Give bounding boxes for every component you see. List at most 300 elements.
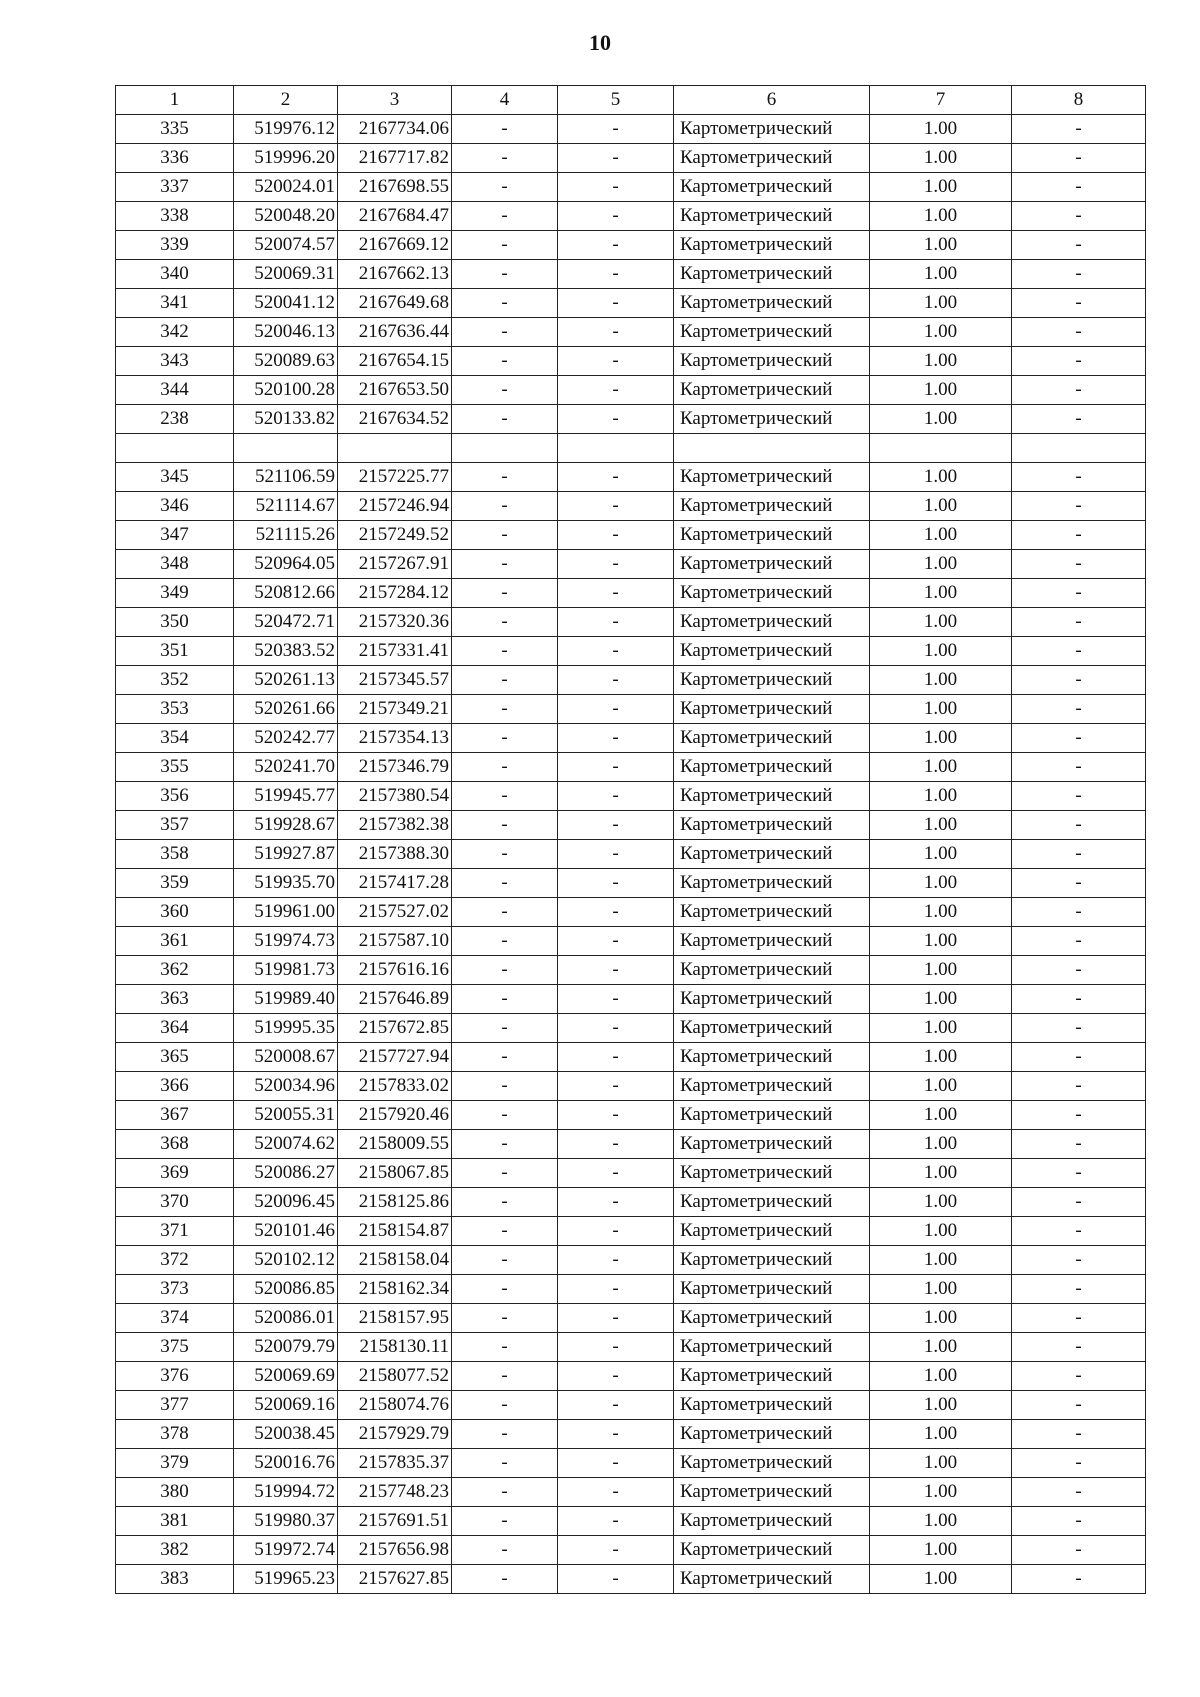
col5-cell: -	[558, 1072, 674, 1101]
col8-cell: -	[1012, 1217, 1146, 1246]
method-cell: Картометрический	[674, 1014, 870, 1043]
col5-cell: -	[558, 405, 674, 434]
table-row	[116, 811, 1146, 840]
accuracy-cell: 1.00	[870, 521, 1012, 550]
table-row	[116, 492, 1146, 521]
coordinates-table	[115, 85, 1146, 1594]
x-coordinate-cell: 520472.71	[234, 608, 338, 637]
col5-cell: -	[558, 115, 674, 144]
col5-cell: -	[558, 1507, 674, 1536]
accuracy-cell: 1.00	[870, 1130, 1012, 1159]
point-number-cell: 380	[116, 1478, 234, 1507]
table-row	[116, 869, 1146, 898]
method-cell: Картометрический	[674, 724, 870, 753]
col4-cell: -	[452, 927, 558, 956]
col4-cell: -	[452, 173, 558, 202]
method-cell: Картометрический	[674, 782, 870, 811]
table-row	[116, 318, 1146, 347]
method-cell: Картометрический	[674, 811, 870, 840]
accuracy-cell: 1.00	[870, 318, 1012, 347]
method-cell: Картометрический	[674, 1536, 870, 1565]
col4-cell: -	[452, 1507, 558, 1536]
col4-cell: -	[452, 811, 558, 840]
y-coordinate-cell: 2157349.21	[338, 695, 452, 724]
x-coordinate-cell: 520100.28	[234, 376, 338, 405]
table-row	[116, 347, 1146, 376]
col4-cell	[452, 434, 558, 463]
accuracy-cell: 1.00	[870, 231, 1012, 260]
x-coordinate-cell: 520261.66	[234, 695, 338, 724]
method-cell: Картометрический	[674, 115, 870, 144]
table-row	[116, 637, 1146, 666]
col5-cell: -	[558, 724, 674, 753]
col8-cell: -	[1012, 869, 1146, 898]
x-coordinate-cell: 519989.40	[234, 985, 338, 1014]
accuracy-cell: 1.00	[870, 405, 1012, 434]
accuracy-cell	[870, 434, 1012, 463]
accuracy-cell: 1.00	[870, 1391, 1012, 1420]
method-cell: Картометрический	[674, 1188, 870, 1217]
y-coordinate-cell: 2157616.16	[338, 956, 452, 985]
y-coordinate-cell: 2157835.37	[338, 1449, 452, 1478]
col4-cell: -	[452, 666, 558, 695]
accuracy-cell: 1.00	[870, 1217, 1012, 1246]
col4-cell: -	[452, 260, 558, 289]
point-number-cell: 383	[116, 1565, 234, 1594]
accuracy-cell: 1.00	[870, 1101, 1012, 1130]
y-coordinate-cell: 2157920.46	[338, 1101, 452, 1130]
col8-cell: -	[1012, 579, 1146, 608]
col4-cell: -	[452, 144, 558, 173]
col8-cell: -	[1012, 985, 1146, 1014]
col5-cell: -	[558, 1043, 674, 1072]
point-number-cell: 377	[116, 1391, 234, 1420]
method-cell: Картометрический	[674, 666, 870, 695]
x-coordinate-cell: 521106.59	[234, 463, 338, 492]
x-coordinate-cell: 520041.12	[234, 289, 338, 318]
table-row	[116, 1130, 1146, 1159]
table-header	[116, 86, 1146, 115]
col8-cell: -	[1012, 202, 1146, 231]
col5-cell: -	[558, 1391, 674, 1420]
col4-cell: -	[452, 637, 558, 666]
col4-cell: -	[452, 521, 558, 550]
point-number-cell: 344	[116, 376, 234, 405]
col5-cell: -	[558, 376, 674, 405]
point-number-cell: 348	[116, 550, 234, 579]
col5-cell: -	[558, 956, 674, 985]
x-coordinate-cell: 520024.01	[234, 173, 338, 202]
method-cell: Картометрический	[674, 463, 870, 492]
y-coordinate-cell: 2157380.54	[338, 782, 452, 811]
y-coordinate-cell: 2157672.85	[338, 1014, 452, 1043]
col5-cell: -	[558, 1565, 674, 1594]
col8-cell: -	[1012, 637, 1146, 666]
col5-cell: -	[558, 782, 674, 811]
point-number-cell: 366	[116, 1072, 234, 1101]
point-number-cell: 342	[116, 318, 234, 347]
accuracy-cell: 1.00	[870, 1014, 1012, 1043]
y-coordinate-cell: 2158074.76	[338, 1391, 452, 1420]
accuracy-cell: 1.00	[870, 1159, 1012, 1188]
table-row	[116, 898, 1146, 927]
accuracy-cell: 1.00	[870, 144, 1012, 173]
method-cell: Картометрический	[674, 144, 870, 173]
table-row	[116, 1507, 1146, 1536]
method-cell: Картометрический	[674, 753, 870, 782]
col5-cell: -	[558, 579, 674, 608]
table-row	[116, 289, 1146, 318]
col8-cell: -	[1012, 1159, 1146, 1188]
point-number-cell: 375	[116, 1333, 234, 1362]
table-row	[116, 724, 1146, 753]
point-number-cell: 379	[116, 1449, 234, 1478]
table-row	[116, 1275, 1146, 1304]
col5-cell: -	[558, 1130, 674, 1159]
y-coordinate-cell: 2157267.91	[338, 550, 452, 579]
table-row	[116, 1246, 1146, 1275]
point-number-cell: 378	[116, 1420, 234, 1449]
method-cell: Картометрический	[674, 1072, 870, 1101]
x-coordinate-cell: 521114.67	[234, 492, 338, 521]
col5-cell: -	[558, 318, 674, 347]
point-number-cell: 373	[116, 1275, 234, 1304]
column-header-1: 1	[116, 86, 234, 115]
table-row	[116, 666, 1146, 695]
accuracy-cell: 1.00	[870, 608, 1012, 637]
col8-cell: -	[1012, 811, 1146, 840]
table-row	[116, 115, 1146, 144]
accuracy-cell: 1.00	[870, 1478, 1012, 1507]
col5-cell	[558, 434, 674, 463]
col5-cell: -	[558, 1101, 674, 1130]
y-coordinate-cell: 2167653.50	[338, 376, 452, 405]
col5-cell: -	[558, 869, 674, 898]
col5-cell: -	[558, 637, 674, 666]
y-coordinate-cell: 2157320.36	[338, 608, 452, 637]
method-cell: Картометрический	[674, 202, 870, 231]
col4-cell: -	[452, 753, 558, 782]
method-cell: Картометрический	[674, 1391, 870, 1420]
y-coordinate-cell: 2158009.55	[338, 1130, 452, 1159]
point-number-cell: 340	[116, 260, 234, 289]
x-coordinate-cell: 520055.31	[234, 1101, 338, 1130]
col4-cell: -	[452, 956, 558, 985]
x-coordinate-cell: 519945.77	[234, 782, 338, 811]
table-row	[116, 463, 1146, 492]
x-coordinate-cell: 519972.74	[234, 1536, 338, 1565]
accuracy-cell: 1.00	[870, 463, 1012, 492]
method-cell: Картометрический	[674, 1246, 870, 1275]
method-cell: Картометрический	[674, 869, 870, 898]
table-row	[116, 956, 1146, 985]
y-coordinate-cell: 2157748.23	[338, 1478, 452, 1507]
x-coordinate-cell: 521115.26	[234, 521, 338, 550]
accuracy-cell: 1.00	[870, 492, 1012, 521]
header-row	[116, 86, 1146, 115]
method-cell: Картометрический	[674, 1304, 870, 1333]
col4-cell: -	[452, 985, 558, 1014]
point-number-cell: 372	[116, 1246, 234, 1275]
x-coordinate-cell: 519965.23	[234, 1565, 338, 1594]
table-row	[116, 1565, 1146, 1594]
method-cell: Картометрический	[674, 1565, 870, 1594]
col4-cell: -	[452, 1130, 558, 1159]
column-header-3: 3	[338, 86, 452, 115]
x-coordinate-cell: 520069.31	[234, 260, 338, 289]
point-number-cell: 341	[116, 289, 234, 318]
y-coordinate-cell: 2167636.44	[338, 318, 452, 347]
x-coordinate-cell: 519927.87	[234, 840, 338, 869]
method-cell: Картометрический	[674, 231, 870, 260]
y-coordinate-cell: 2157345.57	[338, 666, 452, 695]
x-coordinate-cell: 519980.37	[234, 1507, 338, 1536]
x-coordinate-cell: 519996.20	[234, 144, 338, 173]
table-row	[116, 782, 1146, 811]
point-number-cell: 352	[116, 666, 234, 695]
x-coordinate-cell	[234, 434, 338, 463]
x-coordinate-cell: 519994.72	[234, 1478, 338, 1507]
x-coordinate-cell: 519935.70	[234, 869, 338, 898]
point-number-cell: 357	[116, 811, 234, 840]
table-row	[116, 1304, 1146, 1333]
point-number-cell: 355	[116, 753, 234, 782]
x-coordinate-cell: 519928.67	[234, 811, 338, 840]
x-coordinate-cell: 520241.70	[234, 753, 338, 782]
col4-cell: -	[452, 376, 558, 405]
method-cell: Картометрический	[674, 376, 870, 405]
col5-cell: -	[558, 289, 674, 318]
method-cell: Картометрический	[674, 1420, 870, 1449]
y-coordinate-cell: 2157354.13	[338, 724, 452, 753]
y-coordinate-cell: 2157382.38	[338, 811, 452, 840]
y-coordinate-cell: 2157727.94	[338, 1043, 452, 1072]
col5-cell: -	[558, 1159, 674, 1188]
col4-cell: -	[452, 115, 558, 144]
x-coordinate-cell: 520133.82	[234, 405, 338, 434]
x-coordinate-cell: 519974.73	[234, 927, 338, 956]
method-cell: Картометрический	[674, 956, 870, 985]
col4-cell: -	[452, 405, 558, 434]
accuracy-cell: 1.00	[870, 985, 1012, 1014]
col5-cell: -	[558, 1188, 674, 1217]
col8-cell: -	[1012, 695, 1146, 724]
col8-cell: -	[1012, 1043, 1146, 1072]
column-header-5: 5	[558, 86, 674, 115]
col5-cell: -	[558, 1217, 674, 1246]
x-coordinate-cell: 520086.27	[234, 1159, 338, 1188]
table-row	[116, 1101, 1146, 1130]
col5-cell: -	[558, 202, 674, 231]
table-row	[116, 173, 1146, 202]
table-row	[116, 608, 1146, 637]
method-cell: Картометрический	[674, 173, 870, 202]
column-header-6: 6	[674, 86, 870, 115]
x-coordinate-cell: 520069.69	[234, 1362, 338, 1391]
table-row	[116, 376, 1146, 405]
point-number-cell: 368	[116, 1130, 234, 1159]
x-coordinate-cell: 520261.13	[234, 666, 338, 695]
y-coordinate-cell: 2167662.13	[338, 260, 452, 289]
method-cell: Картометрический	[674, 840, 870, 869]
col4-cell: -	[452, 898, 558, 927]
y-coordinate-cell: 2157833.02	[338, 1072, 452, 1101]
col4-cell: -	[452, 1188, 558, 1217]
table-row	[116, 1333, 1146, 1362]
accuracy-cell: 1.00	[870, 1507, 1012, 1536]
col5-cell: -	[558, 521, 674, 550]
point-number-cell: 350	[116, 608, 234, 637]
accuracy-cell: 1.00	[870, 898, 1012, 927]
table-row	[116, 1420, 1146, 1449]
col8-cell: -	[1012, 1072, 1146, 1101]
col4-cell: -	[452, 608, 558, 637]
col4-cell: -	[452, 492, 558, 521]
col5-cell: -	[558, 144, 674, 173]
y-coordinate-cell: 2157246.94	[338, 492, 452, 521]
col5-cell: -	[558, 550, 674, 579]
col8-cell: -	[1012, 1420, 1146, 1449]
y-coordinate-cell: 2157225.77	[338, 463, 452, 492]
accuracy-cell: 1.00	[870, 695, 1012, 724]
table-row	[116, 231, 1146, 260]
col4-cell: -	[452, 840, 558, 869]
table-row	[116, 144, 1146, 173]
table-row	[116, 1536, 1146, 1565]
table-row	[116, 753, 1146, 782]
accuracy-cell: 1.00	[870, 1449, 1012, 1478]
point-number-cell: 361	[116, 927, 234, 956]
accuracy-cell: 1.00	[870, 1362, 1012, 1391]
col4-cell: -	[452, 1246, 558, 1275]
table-row	[116, 521, 1146, 550]
method-cell: Картометрический	[674, 1449, 870, 1478]
y-coordinate-cell: 2158154.87	[338, 1217, 452, 1246]
col5-cell: -	[558, 1014, 674, 1043]
y-coordinate-cell: 2167649.68	[338, 289, 452, 318]
accuracy-cell: 1.00	[870, 1072, 1012, 1101]
accuracy-cell: 1.00	[870, 1304, 1012, 1333]
method-cell: Картометрический	[674, 579, 870, 608]
accuracy-cell: 1.00	[870, 1246, 1012, 1275]
col8-cell: -	[1012, 1478, 1146, 1507]
method-cell: Картометрический	[674, 1101, 870, 1130]
y-coordinate-cell: 2157417.28	[338, 869, 452, 898]
y-coordinate-cell: 2158130.11	[338, 1333, 452, 1362]
y-coordinate-cell: 2158157.95	[338, 1304, 452, 1333]
point-number-cell: 360	[116, 898, 234, 927]
point-number-cell: 349	[116, 579, 234, 608]
col8-cell: -	[1012, 1246, 1146, 1275]
col5-cell: -	[558, 260, 674, 289]
method-cell: Картометрический	[674, 985, 870, 1014]
col8-cell: -	[1012, 521, 1146, 550]
x-coordinate-cell: 520102.12	[234, 1246, 338, 1275]
col8-cell: -	[1012, 347, 1146, 376]
col4-cell: -	[452, 231, 558, 260]
col8-cell: -	[1012, 666, 1146, 695]
y-coordinate-cell: 2157388.30	[338, 840, 452, 869]
col4-cell: -	[452, 1217, 558, 1246]
table-row	[116, 1159, 1146, 1188]
col4-cell: -	[452, 1420, 558, 1449]
col4-cell: -	[452, 782, 558, 811]
method-cell: Картометрический	[674, 1130, 870, 1159]
col5-cell: -	[558, 695, 674, 724]
col5-cell: -	[558, 927, 674, 956]
page-number: 10	[589, 30, 611, 55]
y-coordinate-cell: 2157346.79	[338, 753, 452, 782]
col5-cell: -	[558, 608, 674, 637]
point-number-cell: 353	[116, 695, 234, 724]
point-number-cell: 336	[116, 144, 234, 173]
y-coordinate-cell	[338, 434, 452, 463]
y-coordinate-cell: 2157691.51	[338, 1507, 452, 1536]
col4-cell: -	[452, 579, 558, 608]
accuracy-cell: 1.00	[870, 1565, 1012, 1594]
col8-cell: -	[1012, 144, 1146, 173]
col8-cell: -	[1012, 492, 1146, 521]
accuracy-cell: 1.00	[870, 666, 1012, 695]
col5-cell: -	[558, 1362, 674, 1391]
accuracy-cell: 1.00	[870, 1275, 1012, 1304]
col5-cell: -	[558, 1478, 674, 1507]
point-number-cell: 369	[116, 1159, 234, 1188]
method-cell: Картометрический	[674, 1217, 870, 1246]
point-number-cell: 338	[116, 202, 234, 231]
point-number-cell: 367	[116, 1101, 234, 1130]
point-number-cell: 365	[116, 1043, 234, 1072]
col8-cell: -	[1012, 1130, 1146, 1159]
col4-cell: -	[452, 202, 558, 231]
x-coordinate-cell: 520046.13	[234, 318, 338, 347]
col8-cell: -	[1012, 1304, 1146, 1333]
col5-cell: -	[558, 1333, 674, 1362]
accuracy-cell: 1.00	[870, 1420, 1012, 1449]
y-coordinate-cell: 2167734.06	[338, 115, 452, 144]
col8-cell: -	[1012, 1275, 1146, 1304]
x-coordinate-cell: 520074.57	[234, 231, 338, 260]
y-coordinate-cell: 2157249.52	[338, 521, 452, 550]
col4-cell: -	[452, 289, 558, 318]
col5-cell: -	[558, 1304, 674, 1333]
method-cell: Картометрический	[674, 1507, 870, 1536]
col8-cell: -	[1012, 1362, 1146, 1391]
method-cell: Картометрический	[674, 898, 870, 927]
point-number-cell: 370	[116, 1188, 234, 1217]
method-cell: Картометрический	[674, 318, 870, 347]
col8-cell: -	[1012, 1014, 1146, 1043]
y-coordinate-cell: 2158067.85	[338, 1159, 452, 1188]
col4-cell: -	[452, 1101, 558, 1130]
y-coordinate-cell: 2157646.89	[338, 985, 452, 1014]
col4-cell: -	[452, 1362, 558, 1391]
point-number-cell: 374	[116, 1304, 234, 1333]
col8-cell: -	[1012, 173, 1146, 202]
x-coordinate-cell: 520034.96	[234, 1072, 338, 1101]
x-coordinate-cell: 520383.52	[234, 637, 338, 666]
col5-cell: -	[558, 840, 674, 869]
method-cell: Картометрический	[674, 550, 870, 579]
col5-cell: -	[558, 1420, 674, 1449]
method-cell: Картометрический	[674, 927, 870, 956]
column-header-7: 7	[870, 86, 1012, 115]
col5-cell: -	[558, 985, 674, 1014]
point-number-cell: 343	[116, 347, 234, 376]
accuracy-cell: 1.00	[870, 1188, 1012, 1217]
y-coordinate-cell: 2157929.79	[338, 1420, 452, 1449]
method-cell: Картометрический	[674, 1275, 870, 1304]
